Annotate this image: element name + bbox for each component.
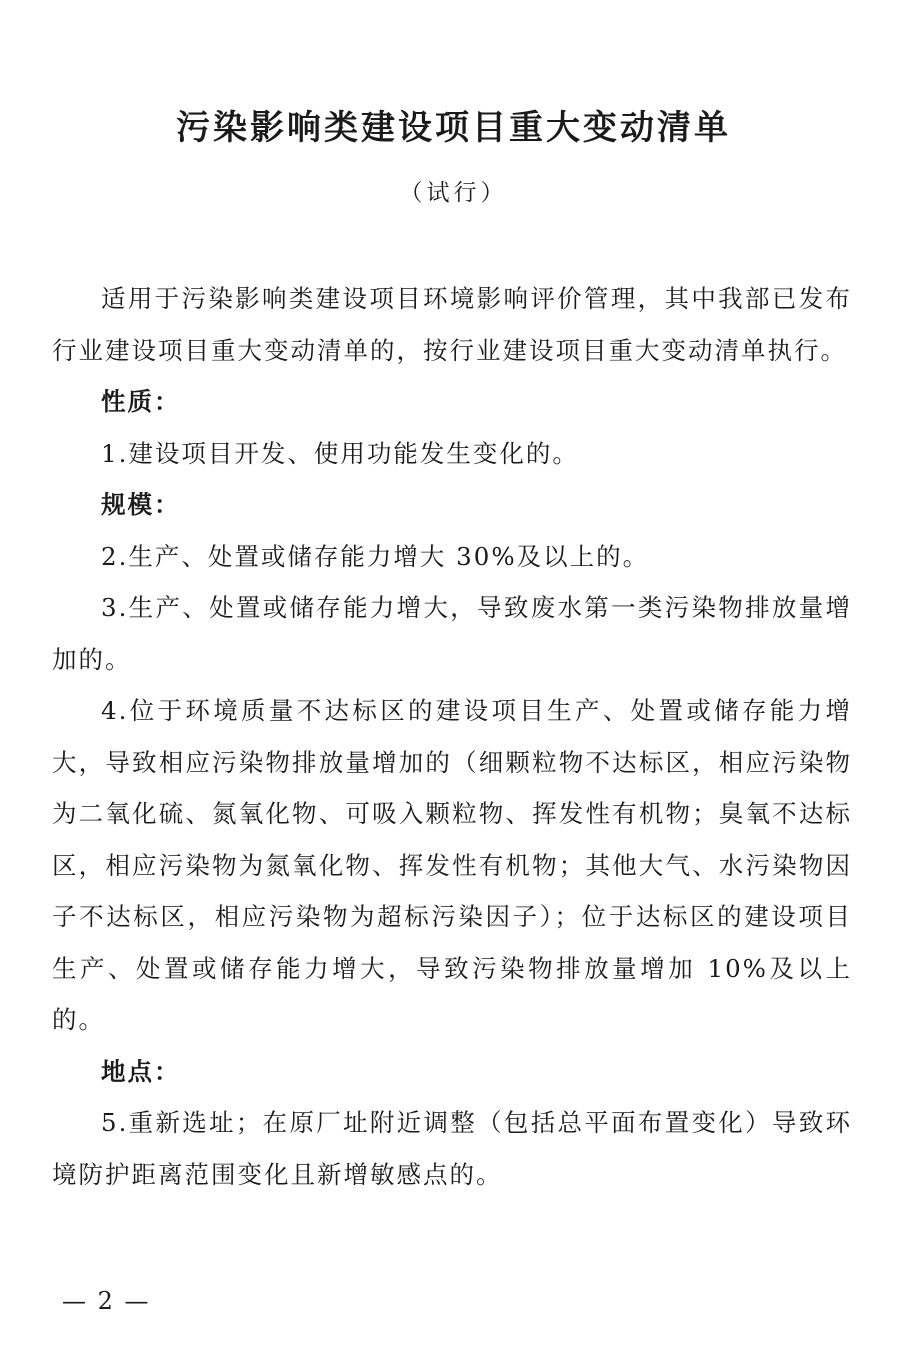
clause-5: 5.重新选址；在原厂址附近调整（包括总平面布置变化）导致环境防护距离范围变化且新增敏感点的。 [52, 1108, 852, 1189]
page-number: — 2 — [62, 1287, 151, 1315]
section-heading-location: 地点： [101, 1056, 181, 1086]
document-title: 污染影响类建设项目重大变动清单 [176, 108, 731, 148]
clause-3: 3.生产、处置或储存能力增大，导致废水第一类污染物排放量增加的。 [52, 593, 852, 674]
section-heading-scale: 规模： [101, 490, 181, 519]
intro-paragraph: 适用于污染影响类建设项目环境影响评价管理，其中我部已发布行业建设项目重大变动清单的，按行业建设项目重大变动清单执行。 [52, 284, 852, 365]
document-subtitle: （试行） [399, 180, 508, 206]
section-heading-nature: 性质： [101, 387, 181, 416]
clause-2: 2.生产、处置或储存能力增大 30%及以上的。 [101, 541, 650, 571]
clause-4: 4.位于环境质量不达标区的建设项目生产、处置或储存能力增大，导致相应污染物排放量增加的（细颗粒物不达标区，相应污染物为二氧化硫、氮氧化物、可吸入颗粒物、挥发性有机物；臭氧不达标区，相应污染物为氮氧化物、挥发性有机物；其他大气、水污染物因子不达标区，相应污染物为超标污染因子）；位于达标区的建设项目生产、处置或储存能力增大，导致污染物排放量增加 10%及以上的。 [52, 696, 852, 1034]
document-body [52, 273, 852, 1200]
clause-1: 1.建设项目开发、使用功能发生变化的。 [101, 438, 579, 468]
